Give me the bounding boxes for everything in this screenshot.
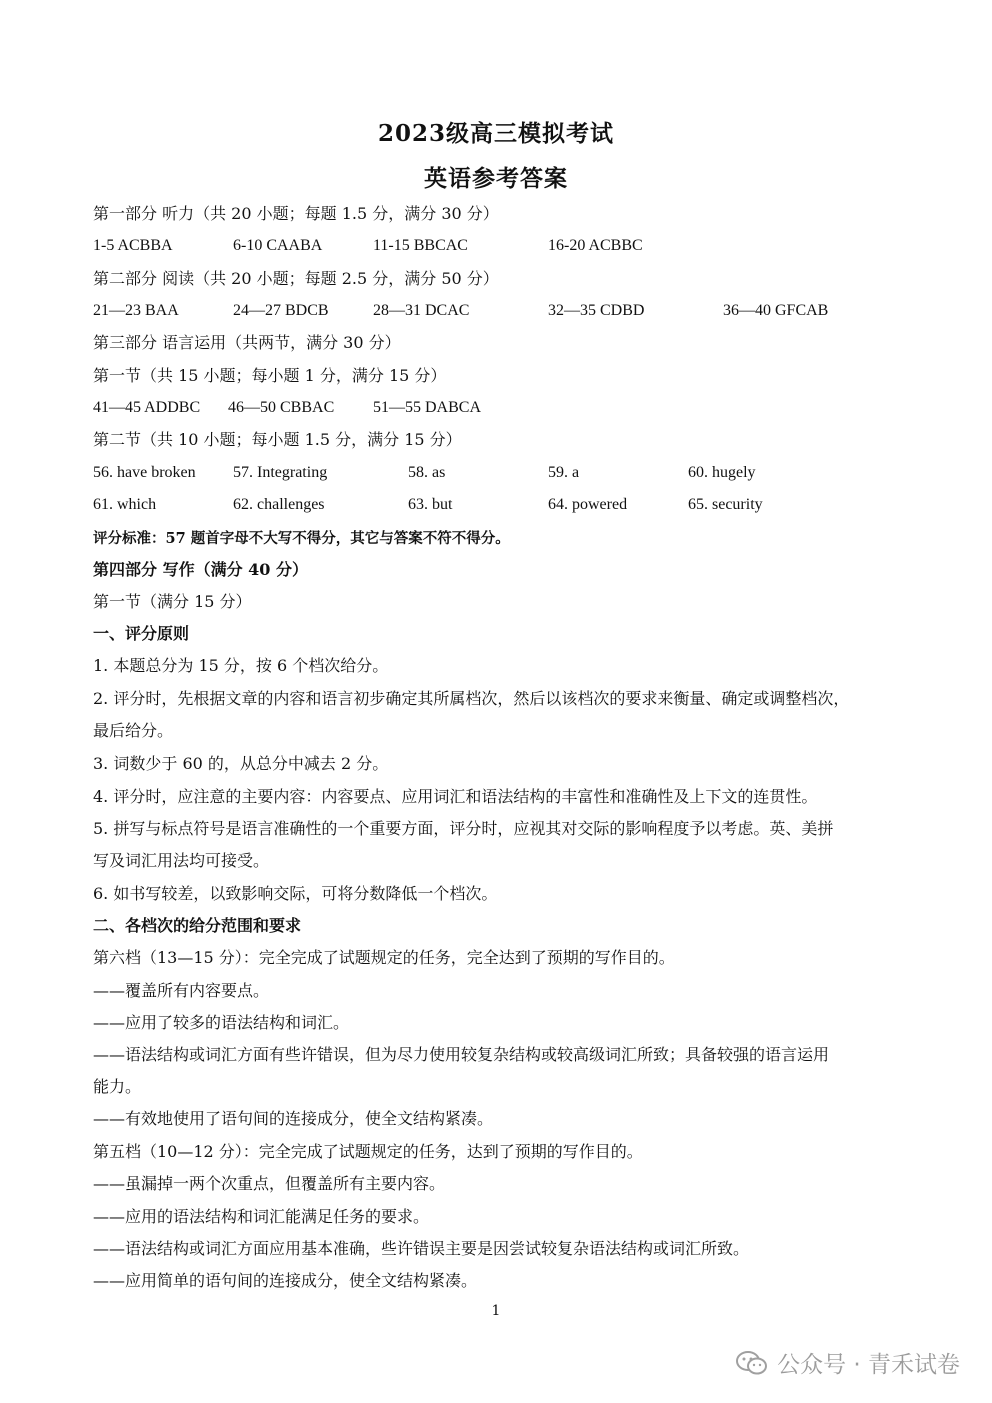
level-line: 第五档（10—12 分）：完全完成了试题规定的任务，达到了预期的写作目的。: [93, 1142, 643, 1161]
answer-group: 32—35 CDBD: [548, 302, 645, 319]
wechat-icon: [735, 1350, 769, 1376]
answer-group: 16-20 ACBBC: [548, 237, 643, 254]
fill-answer: 61. which: [93, 496, 157, 513]
level-line: ——覆盖所有内容要点。: [93, 981, 270, 1000]
fill-answer: 65. security: [688, 496, 763, 513]
answer-group: 51—55 DABCA: [373, 399, 482, 416]
fill-answer: 62. challenges: [233, 496, 325, 513]
fill-answer: 60. hugely: [688, 464, 756, 481]
answer-group: 1-5 ACBBA: [93, 237, 173, 254]
answer-group: 36—40 GFCAB: [723, 302, 829, 319]
fill-answer: 64. powered: [548, 496, 628, 513]
level-line: ——应用了较多的语法结构和词汇。: [93, 1013, 350, 1032]
principle-line: 写及词汇用法均可接受。: [93, 851, 270, 870]
level-line: ——应用简单的语句间的连接成分，使全文结构紧凑。: [93, 1271, 478, 1290]
level-line: ——虽漏掉一两个次重点，但覆盖所有主要内容。: [93, 1174, 446, 1193]
answer-group: 21—23 BAA: [93, 302, 179, 319]
principle-line: 4. 评分时，应注意的主要内容：内容要点、应用词汇和语法结构的丰富性和准确性及上下文的连贯性。: [93, 787, 818, 806]
exam-title: 2023级高三模拟考试: [377, 120, 614, 147]
principle-line: 1. 本题总分为 15 分，按 6 个档次给分。: [93, 656, 389, 675]
principle-line: 6. 如书写较差，以致影响交际，可将分数降低一个档次。: [93, 884, 498, 903]
levels-heading: 二、各档次的给分范围和要求: [93, 916, 302, 935]
answer-group: 41—45 ADDBC: [93, 399, 201, 416]
fill-answer: 63. but: [408, 496, 453, 513]
part3-section2-heading: 第二节（共 10 小题；每小题 1.5 分，满分 15 分）: [93, 430, 462, 449]
answer-group: 28—31 DCAC: [373, 302, 470, 319]
part2-heading: 第二部分 阅读（共 20 小题；每题 2.5 分，满分 50 分）: [93, 269, 499, 288]
fill-answer: 59. a: [548, 464, 580, 481]
page-number: 1: [491, 1303, 501, 1319]
level-line: 能力。: [93, 1077, 142, 1096]
level-line: 第六档（13—15 分）：完全完成了试题规定的任务，完全达到了预期的写作目的。: [93, 948, 675, 967]
principle-line: 5. 拼写与标点符号是语言准确性的一个重要方面，评分时，应视其对交际的影响程度予以考虑。英、美拼: [93, 819, 834, 838]
principle-line: 2. 评分时，先根据文章的内容和语言初步确定其所属档次，然后以该档次的要求来衡量、确定或调整档次，: [93, 689, 850, 708]
answer-group: 46—50 CBBAC: [228, 399, 335, 416]
principle-line: 3. 词数少于 60 的，从总分中减去 2 分。: [93, 754, 389, 773]
fill-answer: 57. Integrating: [233, 464, 328, 481]
answer-group: 6-10 CAABA: [233, 237, 323, 254]
answer-group: 11-15 BBCAC: [373, 237, 468, 254]
part4-section1-heading: 第一节（满分 15 分）: [93, 592, 252, 611]
fill-answer: 56. have broken: [93, 464, 196, 481]
level-line: ——有效地使用了语句间的连接成分，使全文结构紧凑。: [93, 1109, 494, 1128]
part1-heading: 第一部分 听力（共 20 小题；每题 1.5 分，满分 30 分）: [93, 204, 499, 223]
part3-section1-heading: 第一节（共 15 小题；每小题 1 分，满分 15 分）: [93, 366, 447, 385]
principle-line: 最后给分。: [93, 721, 174, 740]
watermark-text: 公众号 · 青禾试卷: [777, 1352, 960, 1378]
watermark: [735, 1346, 960, 1379]
answer-group: 24—27 BDCB: [233, 302, 329, 319]
level-line: ——语法结构或词汇方面有些许错误，但为尽力使用较复杂结构或较高级词汇所致；具备较强的语言运用: [93, 1045, 830, 1064]
part4-heading: 第四部分 写作（满分 40 分）: [93, 560, 308, 579]
fill-answer: 58. as: [408, 464, 446, 481]
part3-heading: 第三部分 语言运用（共两节，满分 30 分）: [93, 333, 401, 352]
level-line: ——应用的语法结构和词汇能满足任务的要求。: [93, 1207, 430, 1226]
exam-subtitle: 英语参考答案: [424, 165, 568, 192]
level-line: ——语法结构或词汇方面应用基本准确，些许错误主要是因尝试较复杂语法结构或词汇所致。: [93, 1239, 750, 1258]
principles-heading: 一、评分原则: [93, 624, 190, 643]
scoring-note: 评分标准：57 题首字母不大写不得分，其它与答案不符不得分。: [93, 530, 510, 547]
